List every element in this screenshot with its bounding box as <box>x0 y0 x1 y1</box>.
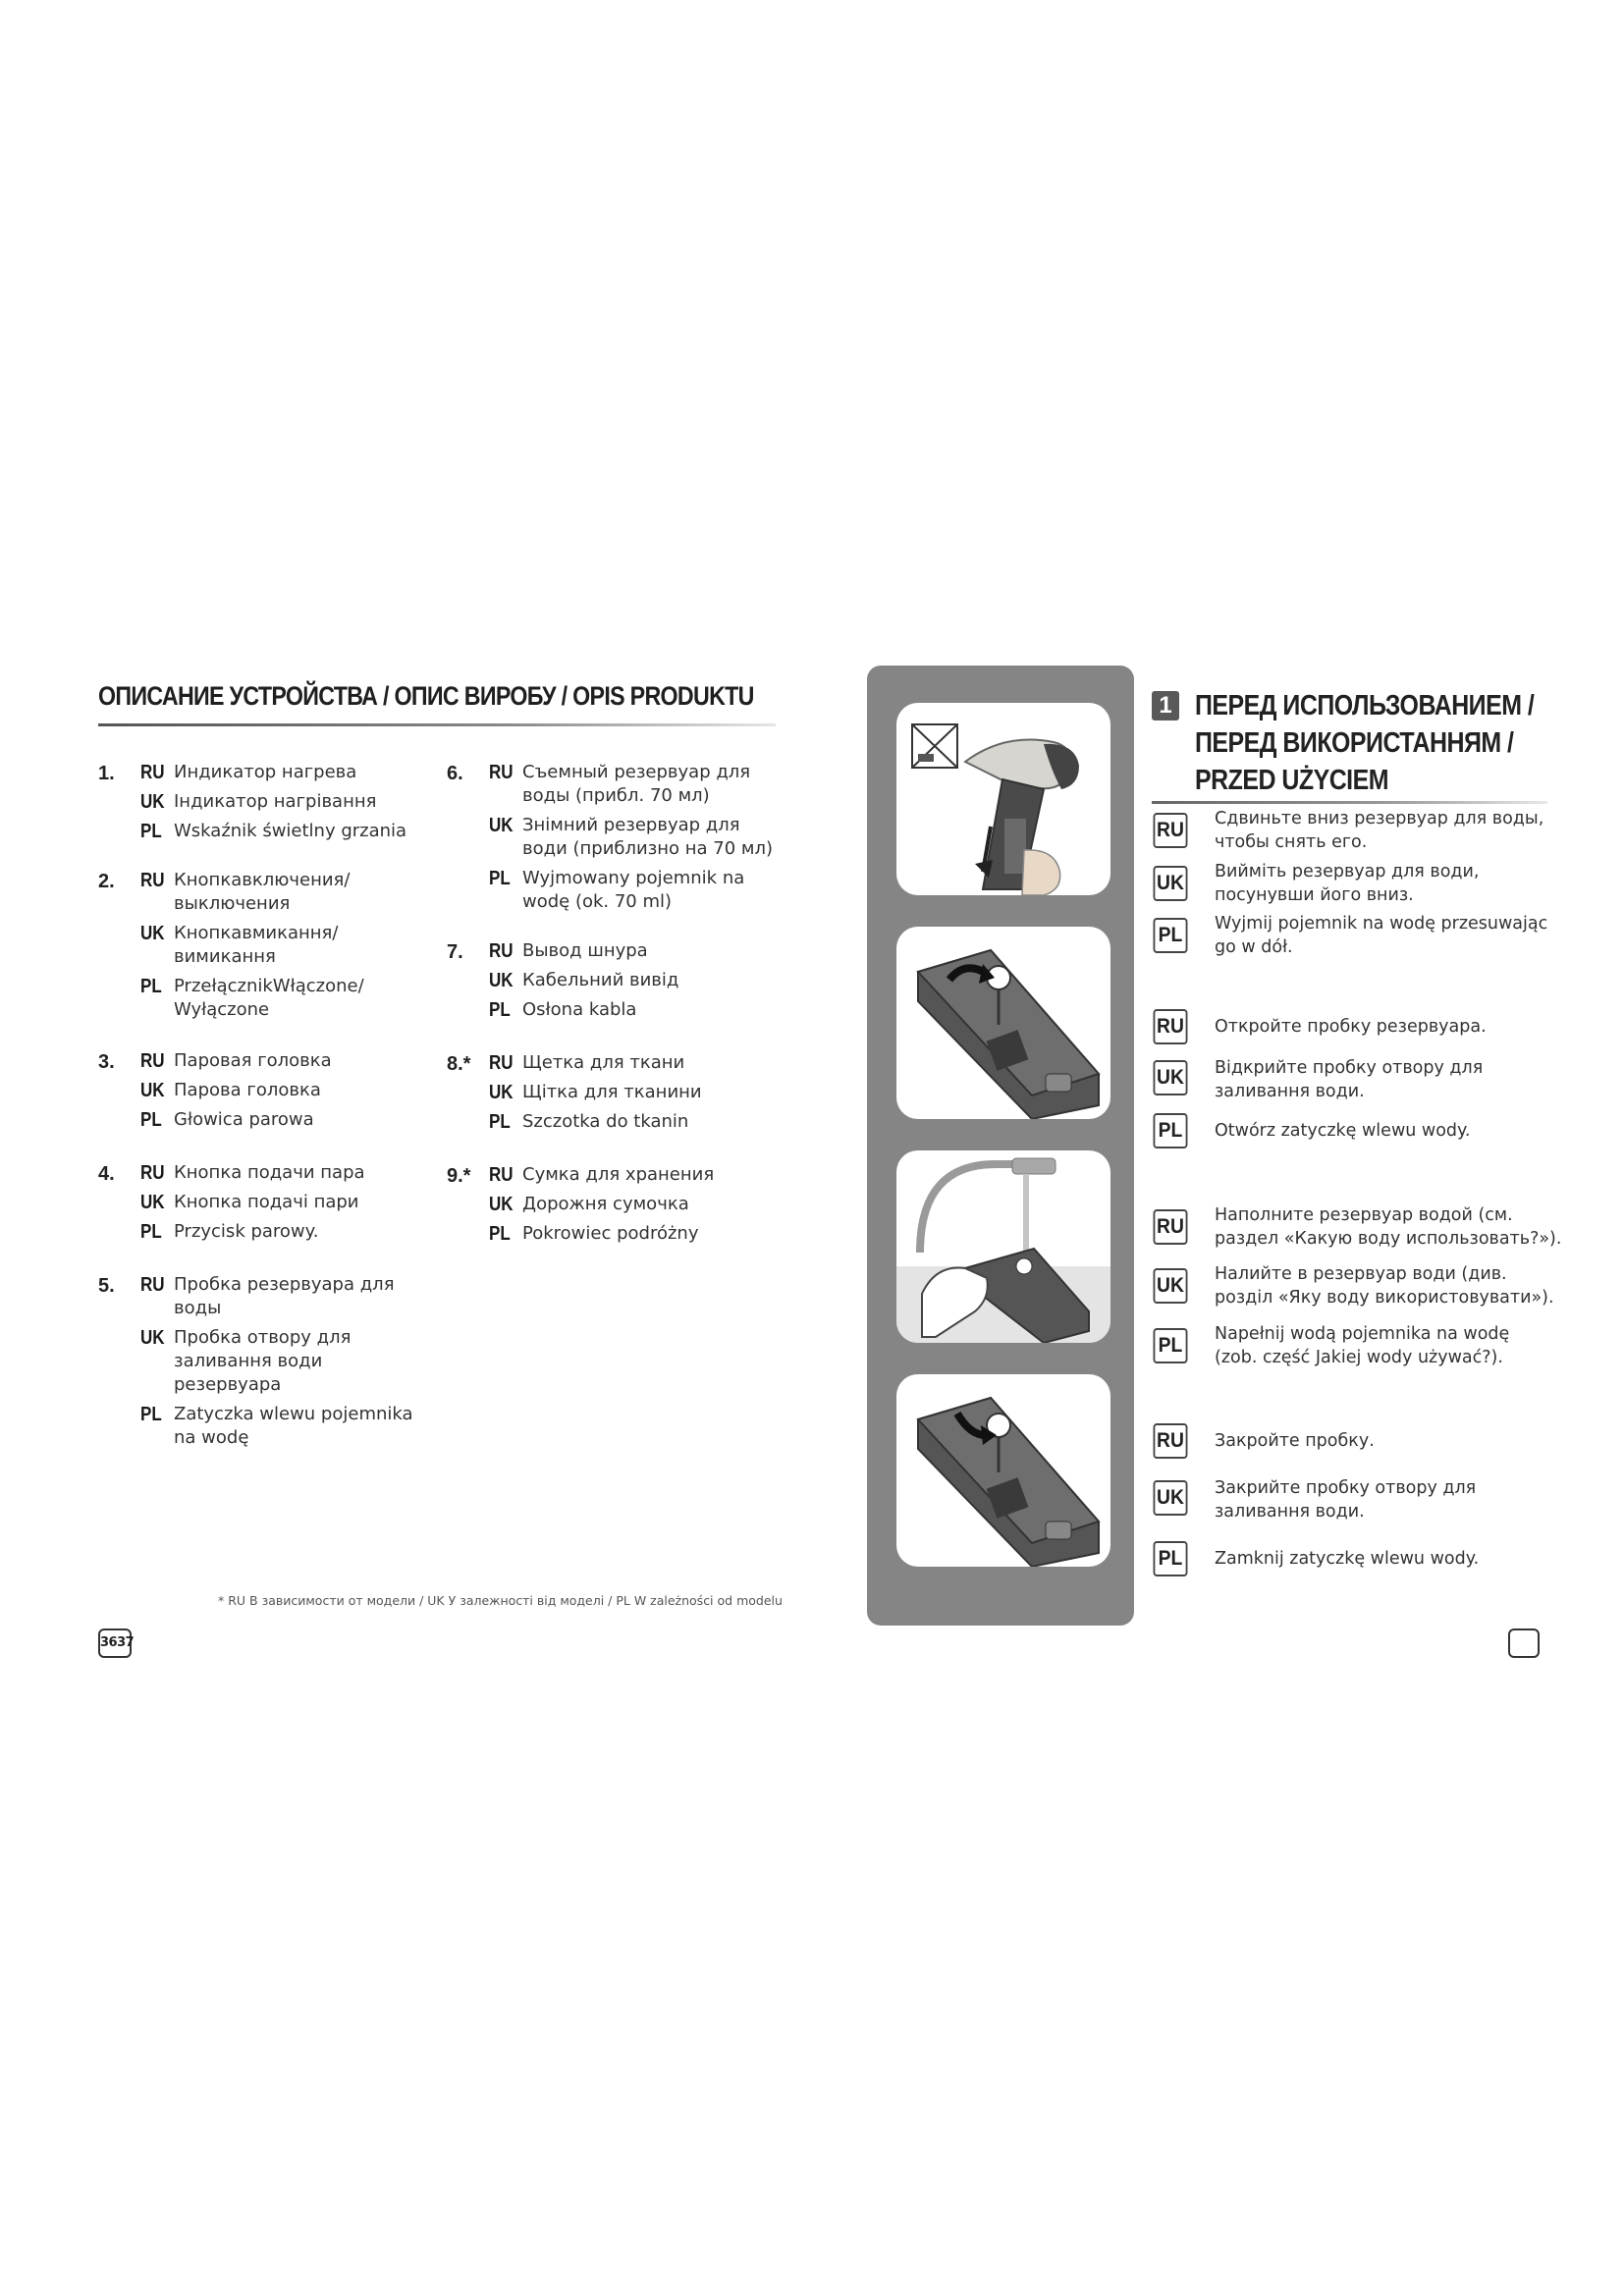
part-line-pl <box>140 1108 432 1132</box>
part-number: 2. <box>98 871 115 892</box>
part-label: Щітка для тканини <box>522 1082 702 1102</box>
page-title: ОПИСАНИЕ УСТРОЙСТВА / ОПИС ВИРОБУ / OPIS PRODUKTU <box>98 681 754 711</box>
lang-code: PL <box>489 868 511 889</box>
part-label: Głowica parowa <box>174 1109 314 1130</box>
part-item-6 <box>447 761 781 914</box>
part-line-uk <box>140 1326 435 1397</box>
illustration-close-cap <box>896 1374 1110 1567</box>
part-label: Съемный резервуар для воды (прибл. 70 мл) <box>522 762 751 806</box>
part-line-ru <box>489 939 781 963</box>
instruction-text: Налийте в резервуар води (див. розділ «Яку воду використовувати»). <box>1215 1264 1554 1308</box>
faucet-fill-icon <box>896 1150 1110 1343</box>
part-line-uk <box>140 790 432 814</box>
part-line-ru <box>489 1163 781 1187</box>
part-label: Сумка для хранения <box>522 1164 715 1185</box>
lang-badge-pl: PL <box>1154 1541 1188 1576</box>
part-label: Кабельний вивід <box>522 970 679 990</box>
tank-clip <box>1046 1522 1071 1539</box>
part-item-5 <box>98 1273 432 1450</box>
lang-code: RU <box>489 762 514 783</box>
lang-code: UK <box>489 970 514 991</box>
lang-badge-uk: UK <box>1154 1060 1188 1095</box>
tank-open-icon <box>896 927 1110 1119</box>
part-item-8 <box>447 1051 781 1134</box>
part-number: 4. <box>98 1163 115 1185</box>
part-line-pl <box>140 1403 425 1450</box>
illustration-open-cap <box>896 927 1110 1119</box>
part-label: Zatyczka wlewu pojemnika na wodę <box>174 1404 413 1448</box>
illustration-remove-tank <box>896 703 1110 895</box>
part-label: Кнопка подачі пари <box>174 1192 359 1212</box>
part-line-ru <box>140 1049 432 1073</box>
part-line-ru <box>489 1051 781 1075</box>
part-label: Парова головка <box>174 1080 321 1100</box>
lang-code: UK <box>489 1194 514 1215</box>
part-line-uk <box>140 1191 432 1214</box>
part-line-ru <box>489 761 774 808</box>
instruction-text: Otwórz zatyczkę wlewu wody. <box>1215 1121 1471 1141</box>
part-label: Знімний резервуар для води (приблизно на 70 мл) <box>522 815 774 859</box>
cap-shape <box>1016 1258 1032 1274</box>
part-item-2 <box>98 869 432 1022</box>
parts-list-column-2 <box>447 761 781 1269</box>
lang-badge-pl: PL <box>1154 1328 1188 1363</box>
part-label: Пробка резервуара для воды <box>174 1274 395 1318</box>
illustration-fill-water <box>896 1150 1110 1343</box>
part-label: Кнопкавмикання/ вимикання <box>174 923 339 967</box>
part-label: Pokrowiec podróżny <box>522 1223 699 1244</box>
part-number: 1. <box>98 763 115 784</box>
part-line-pl <box>489 1222 781 1246</box>
lang-code: PL <box>140 821 162 842</box>
lang-code: RU <box>489 1164 514 1186</box>
part-item-1 <box>98 761 432 843</box>
instruction-text: Wyjmij pojemnik na wodę przesuwając go w dół. <box>1215 914 1548 957</box>
part-label: Osłona kabla <box>522 999 637 1020</box>
lang-badge-pl: PL <box>1154 918 1188 953</box>
instruction-text: Наполните резервуар водой (см. раздел «Какую воду использовать?»). <box>1215 1205 1562 1249</box>
plug-shape <box>918 754 934 762</box>
part-line-pl <box>489 998 781 1022</box>
instruction-text: Сдвиньте вниз резервуар для воды, чтобы снять его. <box>1215 809 1544 852</box>
lang-code: RU <box>140 1274 165 1296</box>
part-number: 7. <box>447 941 463 963</box>
lang-code: RU <box>140 762 165 783</box>
part-label: Przycisk parowy. <box>174 1221 319 1242</box>
illustration-panel <box>867 666 1134 1626</box>
part-label: Кнопкавключения/ выключения <box>174 870 351 914</box>
part-number: 9.* <box>447 1165 471 1187</box>
part-label: Щетка для ткани <box>522 1052 685 1073</box>
title-divider <box>98 723 776 726</box>
part-label: Индикатор нагрева <box>174 762 357 782</box>
part-number: 5. <box>98 1275 115 1297</box>
part-label: Szczotka do tkanin <box>522 1111 689 1132</box>
part-label: Wyjmowany pojemnik na wodę (ok. 70 ml) <box>522 868 745 912</box>
tank-clip <box>1046 1074 1071 1092</box>
parts-list-column-1 <box>98 761 432 1473</box>
part-line-pl <box>140 1220 432 1244</box>
instruction-text: Відкрийте пробку отвору для заливання води. <box>1215 1058 1484 1101</box>
part-line-uk <box>140 1079 432 1102</box>
part-line-ru <box>140 761 432 784</box>
model-footnote: * RU В зависимости от модели / UK У залежності від моделі / PL W zależności od modelu <box>218 1593 783 1608</box>
part-label: Кнопка подачи пара <box>174 1162 365 1183</box>
part-line-uk <box>140 922 347 969</box>
lang-code: RU <box>489 940 514 962</box>
step-number-badge: 1 <box>1152 691 1179 721</box>
instruction-text: Napełnij wodą pojemnika na wodę (zob. część Jakiej wody używać?). <box>1215 1324 1510 1367</box>
lang-code: PL <box>489 1223 511 1245</box>
part-label: Пробка отвору для заливання води резервуара <box>174 1327 352 1395</box>
part-line-uk <box>489 969 781 992</box>
steamer-tank-icon <box>896 703 1110 895</box>
lang-badge-pl: PL <box>1154 1113 1188 1148</box>
tank-close-icon <box>896 1374 1110 1567</box>
part-label: Індикатор нагрівання <box>174 791 377 812</box>
lang-code: UK <box>140 1080 165 1101</box>
lang-badge-ru: RU <box>1154 1009 1188 1044</box>
page-number-box-empty <box>1508 1629 1540 1658</box>
lang-code: RU <box>489 1052 514 1074</box>
part-item-4 <box>98 1161 432 1244</box>
part-line-pl <box>140 820 432 843</box>
part-item-9 <box>447 1163 781 1246</box>
lang-badge-ru: RU <box>1154 813 1188 848</box>
lang-code: PL <box>489 1111 511 1133</box>
lang-code: RU <box>140 870 165 891</box>
part-item-3 <box>98 1049 432 1132</box>
instruction-text: Вийміть резервуар для води, посунувши його вниз. <box>1215 862 1480 905</box>
part-line-uk <box>489 814 784 861</box>
lang-badge-uk: UK <box>1154 1480 1188 1516</box>
part-line-ru <box>140 1273 425 1320</box>
lang-code: PL <box>489 999 511 1021</box>
lang-code: UK <box>140 923 165 944</box>
lang-code: PL <box>140 1109 162 1131</box>
part-line-pl <box>140 975 386 1022</box>
part-line-uk <box>489 1081 781 1104</box>
part-label: PrzełącznikWłączone/ Wyłączone <box>174 976 364 1020</box>
part-item-7 <box>447 939 781 1022</box>
step-divider <box>1152 801 1547 804</box>
instruction-text: Закрийте пробку отвору для заливання води. <box>1215 1478 1477 1522</box>
part-line-uk <box>489 1193 781 1216</box>
lang-badge-uk: UK <box>1154 866 1188 901</box>
part-line-ru <box>140 869 351 916</box>
faucet-head <box>1012 1158 1056 1174</box>
faucet-icon <box>920 1164 1022 1253</box>
step-title: ПЕРЕД ИСПОЛЬЗОВАНИЕМ / ПЕРЕД ВИКОРИСТАННЯМ / PRZED UŻYCIEM <box>1195 690 1535 796</box>
part-number: 8.* <box>447 1053 471 1075</box>
lang-code: UK <box>489 815 514 836</box>
lang-code: UK <box>489 1082 514 1103</box>
part-line-pl <box>489 1110 781 1134</box>
part-label: Паровая головка <box>174 1050 332 1071</box>
lang-code: PL <box>140 1221 162 1243</box>
part-label: Вывод шнура <box>522 940 648 961</box>
instruction-text: Закройте пробку. <box>1215 1431 1375 1451</box>
hand-shape <box>1022 850 1060 895</box>
part-number: 3. <box>98 1051 115 1073</box>
lang-code: UK <box>140 791 165 813</box>
instruction-text: Откройте пробку резервуара. <box>1215 1017 1487 1037</box>
part-label: Wskaźnik świetlny grzania <box>174 821 407 841</box>
lang-code: RU <box>140 1162 165 1184</box>
part-number: 6. <box>447 763 463 784</box>
lang-badge-ru: RU <box>1154 1423 1188 1459</box>
page-number: 3637 <box>98 1629 132 1658</box>
lang-code: UK <box>140 1327 165 1349</box>
lang-code: RU <box>140 1050 165 1072</box>
instruction-text: Zamknij zatyczkę wlewu wody. <box>1215 1549 1480 1569</box>
lang-code: UK <box>140 1192 165 1213</box>
lang-badge-ru: RU <box>1154 1209 1188 1245</box>
part-label: Дорожня сумочка <box>522 1194 689 1214</box>
part-line-pl <box>489 867 774 914</box>
lang-badge-uk: UK <box>1154 1268 1188 1304</box>
lang-code: PL <box>140 976 162 997</box>
lang-code: PL <box>140 1404 162 1425</box>
part-line-ru <box>140 1161 432 1185</box>
